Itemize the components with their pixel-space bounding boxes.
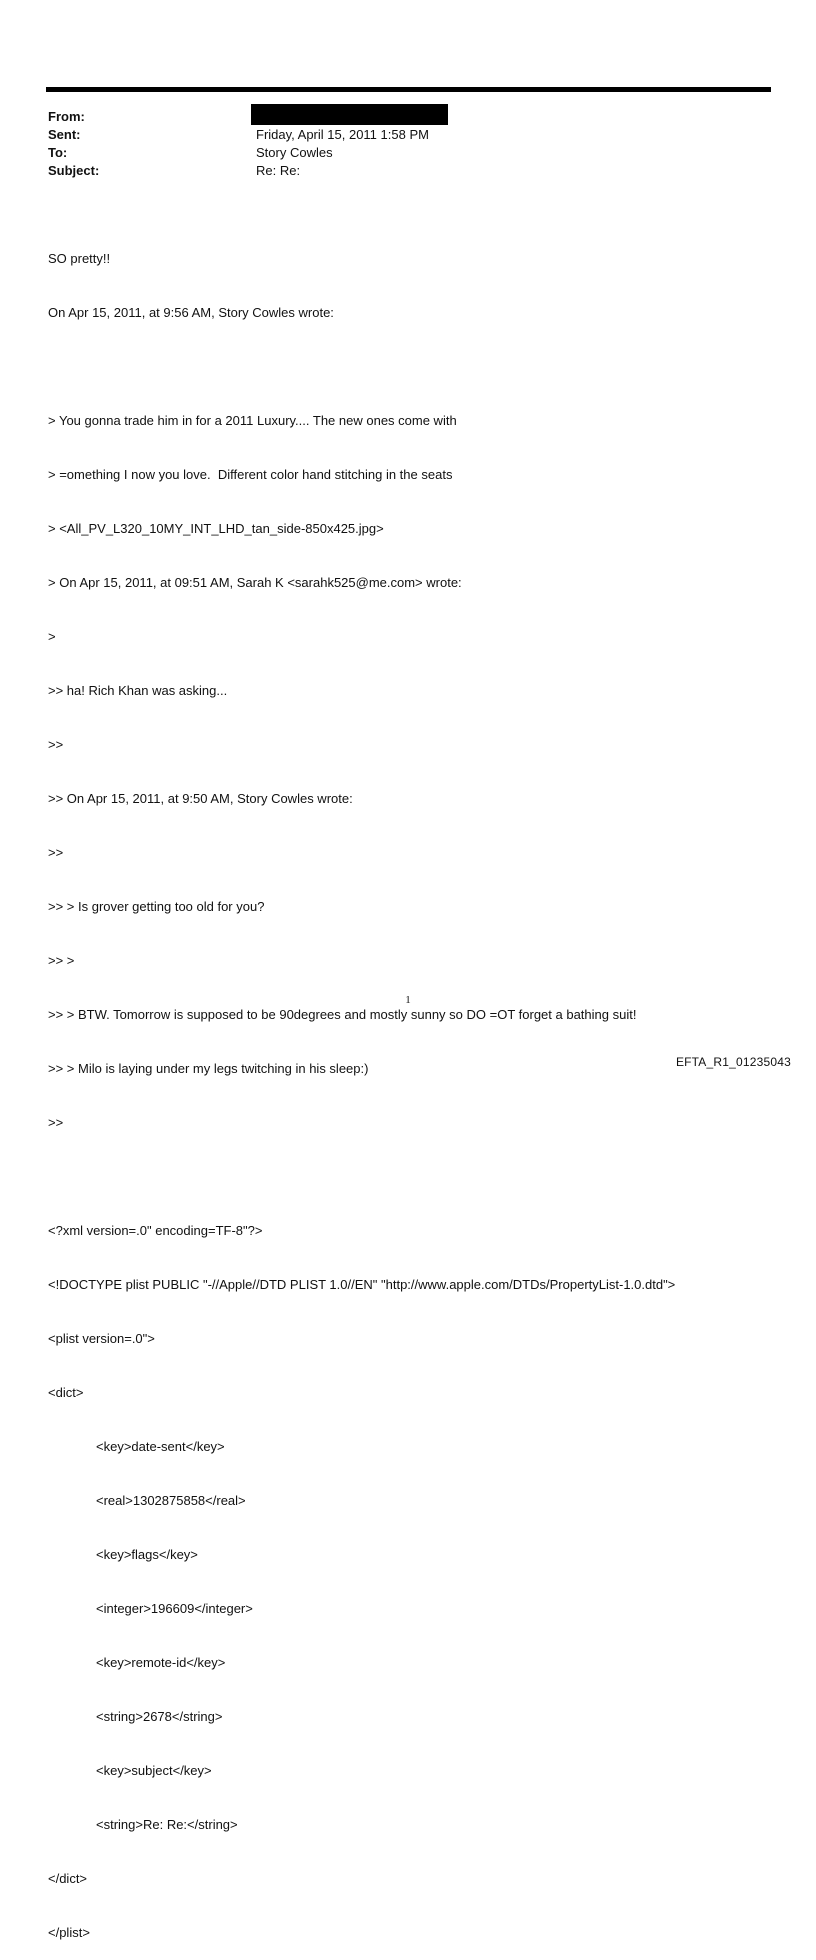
xml-dict-line: <string>Re: Re:</string> — [96, 1817, 238, 1832]
xml-line: <?xml version=.0" encoding=TF-8"?> — [48, 1223, 263, 1238]
xml-line: <dict> — [48, 1385, 84, 1400]
opening-line: SO pretty!! — [48, 251, 111, 266]
sent-value: Friday, April 15, 2011 1:58 PM — [256, 127, 429, 142]
quoted-line: > <All_PV_L320_10MY_INT_LHD_tan_side-850x425.jpg> — [48, 521, 384, 536]
page-number: 1 — [405, 994, 411, 1006]
xml-line: <!DOCTYPE plist PUBLIC "-//Apple//DTD PLIST 1.0//EN" "http://www.apple.com/DTDs/PropertyList-1.0.dtd"> — [48, 1277, 676, 1292]
quoted-line: >> On Apr 15, 2011, at 9:50 AM, Story Cowles wrote: — [48, 791, 353, 806]
quoted-line: >> — [48, 845, 64, 860]
xml-dict-line: <string>2678</string> — [96, 1709, 223, 1724]
quoted-line: > You gonna trade him in for a 2011 Luxury.... The new ones come with — [48, 413, 457, 428]
xml-dict-line: <key>remote-id</key> — [96, 1655, 226, 1670]
quoted-line: >> > — [48, 953, 75, 968]
subject-value: Re: Re: — [256, 163, 301, 178]
xml-dict-line: <key>subject</key> — [96, 1763, 212, 1778]
to-label: To: — [48, 145, 68, 160]
quoted-line: > =omething I now you love. Different color hand stitching in the seats — [48, 467, 453, 482]
quoted-line: >> — [48, 737, 64, 752]
email-body — [48, 214, 675, 1960]
quoted-line: >> > Milo is laying under my legs twitching in his sleep:) — [48, 1061, 369, 1076]
redaction-bar — [251, 104, 448, 125]
header-rule — [46, 87, 771, 92]
xml-dict-line: <key>date-sent</key> — [96, 1439, 225, 1454]
xml-dict-line: <integer>196609</integer> — [96, 1601, 253, 1616]
quoted-line: > On Apr 15, 2011, at 09:51 AM, Sarah K <sarahk525@me.com> wrote: — [48, 575, 462, 590]
to-value: Story Cowles — [256, 145, 333, 160]
from-label: From: — [48, 109, 85, 124]
quoted-line: > — [48, 629, 56, 644]
quoted-line: >> > BTW. Tomorrow is supposed to be 90degrees and mostly sunny so DO =OT forget a bathing suit! — [48, 1007, 637, 1022]
xml-line: <plist version=.0"> — [48, 1331, 155, 1346]
document-id: EFTA_R1_01235043 — [675, 1055, 791, 1069]
quoted-line: >> — [48, 1115, 64, 1130]
subject-label: Subject: — [48, 163, 100, 178]
quoted-line: >> > Is grover getting too old for you? — [48, 899, 265, 914]
xml-closing-line: </plist> — [48, 1925, 90, 1940]
xml-dict-line: <real>1302875858</real> — [96, 1493, 246, 1508]
sent-label: Sent: — [48, 127, 81, 142]
xml-closing-line: </dict> — [48, 1871, 88, 1886]
quote-intro-line: On Apr 15, 2011, at 9:56 AM, Story Cowles wrote: — [48, 305, 334, 320]
quoted-line: >> ha! Rich Khan was asking... — [48, 683, 228, 698]
xml-dict-line: <key>flags</key> — [96, 1547, 198, 1562]
